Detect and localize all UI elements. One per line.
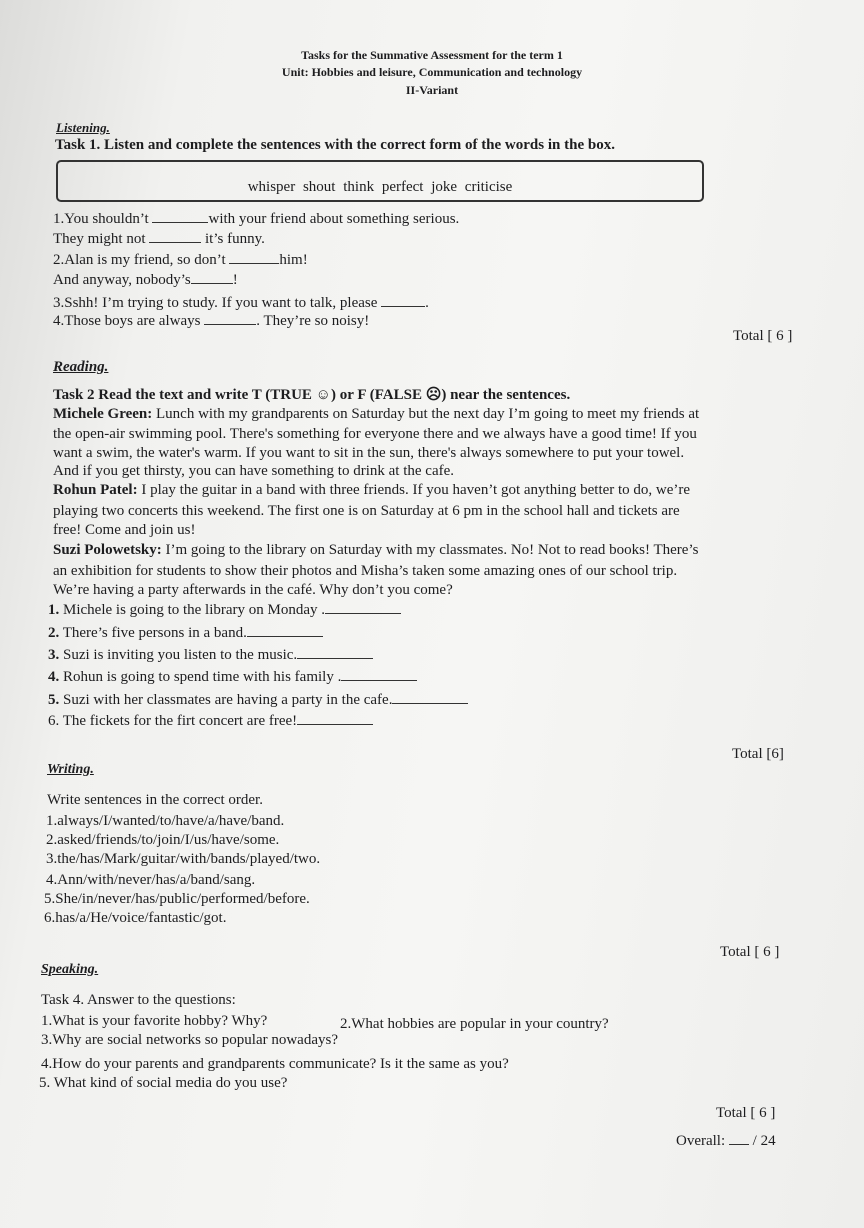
speaking-question-5: 5. What kind of social media do you use? [39, 1075, 288, 1091]
word-list [0, 179, 760, 196]
writing-item-5: 5.She/in/never/has/public/performed/before. [44, 891, 310, 907]
overall-label: Overall: [676, 1133, 726, 1149]
overall-score [676, 1132, 776, 1150]
answer-blank[interactable] [229, 251, 279, 264]
listening-sentence-1: 1.You shouldn’t with your friend about something serious. [53, 211, 460, 227]
word-shout: shout [302, 179, 336, 195]
suzi-line-3: We’re having a party afterwards in the café. Why don’t you come? [53, 582, 453, 598]
writing-item-4: 4.Ann/with/never/has/a/band/sang. [46, 872, 256, 888]
michele-line-2: the open-air swimming pool. There's something for everyone there and we always have a good time! If you [53, 426, 697, 442]
writing-item-2: 2.asked/friends/to/join/I/us/have/some. [46, 832, 280, 848]
speaking-question-1: 1.What is your favorite hobby? Why? [41, 1013, 268, 1029]
reading-question-6: 6. The fickets for the firt concert are free! [48, 712, 373, 730]
word-joke: joke [431, 179, 458, 195]
answer-blank[interactable] [381, 294, 425, 307]
listening-sentence-3: 3.Sshh! I’m trying to study. If you want to talk, please . [53, 295, 429, 311]
writing-item-1: 1.always/I/wanted/to/have/a/have/band. [46, 813, 285, 829]
rohun-line-2: playing two concerts this weekend. The first one is on Saturday at 6 pm in the school hall and tickets are [53, 503, 680, 519]
word-whisper: whisper [247, 179, 296, 195]
reading-total: Total [6] [732, 746, 784, 762]
overall-blank[interactable] [729, 1132, 749, 1145]
answer-blank[interactable] [152, 210, 208, 223]
header-unit: Unit: Hobbies and leisure, Communication and technology [281, 65, 583, 79]
answer-blank[interactable] [247, 624, 323, 637]
task2-instruction: Task 2 Read the text and write T (TRUE ☺) or F (FALSE ☹) near the sentences. [53, 387, 571, 403]
answer-blank[interactable] [297, 712, 373, 725]
michele-line-4: And if you get thirsty, you can have something to drink at the cafe. [53, 463, 455, 479]
header-variant: II-Variant [405, 83, 459, 97]
word-perfect: perfect [381, 179, 424, 195]
overall-max: / 24 [752, 1133, 776, 1149]
speaking-question-3: 3.Why are social networks so popular nowadays? [41, 1032, 338, 1048]
task4-instruction: Task 4. Answer to the questions: [41, 992, 236, 1008]
reading-question-5: 5. Suzi with her classmates are having a party in the cafe. [48, 691, 468, 709]
listening-sentence-1b: They might not it’s funny. [53, 231, 265, 247]
reading-heading: Reading. [53, 359, 109, 375]
answer-blank[interactable] [341, 668, 417, 681]
answer-blank[interactable] [392, 691, 468, 704]
task1-instruction: Task 1. Listen and complete the sentences with the correct form of the words in the box. [55, 137, 615, 153]
michele-line-1: Michele Green: Lunch with my grandparents on Saturday but the next day I’m going to meet my friends at [53, 406, 700, 422]
michele-line-3: want a swim, the water's warm. If you want to sit in the sun, there's always somewhere to put your towel. [53, 445, 685, 461]
reading-question-1: 1. Michele is going to the library on Monday . [48, 601, 401, 619]
suzi-line-1: Suzi Polowetsky: I’m going to the library on Saturday with my classmates. No! Not to read books! There’s [53, 542, 699, 558]
writing-total: Total [ 6 ] [720, 944, 780, 960]
writing-item-6: 6.has/a/He/voice/fantastic/got. [44, 910, 227, 926]
listening-sentence-2: 2.Alan is my friend, so don’t him! [53, 252, 308, 268]
answer-blank[interactable] [204, 312, 256, 325]
writing-item-3: 3.the/has/Mark/guitar/with/bands/played/two. [46, 851, 321, 867]
reading-question-2: 2. There’s five persons in a band. [48, 624, 323, 642]
header-title: Tasks for the Summative Assessment for the term 1 [301, 48, 563, 62]
listening-heading: Listening. [56, 120, 110, 135]
answer-blank[interactable] [149, 230, 201, 243]
word-criticise: criticise [464, 179, 513, 195]
reading-question-3: 3. Suzi is inviting you listen to the music. [48, 646, 373, 664]
speaking-heading: Speaking. [41, 962, 99, 977]
reading-question-4: 4. Rohun is going to spend time with his family . [48, 668, 417, 686]
listening-sentence-2b: And anyway, nobody’s ! [53, 272, 238, 288]
speaking-question-4: 4.How do your parents and grandparents communicate? Is it the same as you? [41, 1056, 509, 1072]
suzi-line-2: an exhibition for students to show their photos and Misha’s taken some amazing ones of our school trip. [53, 563, 678, 579]
speaking-question-2: 2.What hobbies are popular in your country? [340, 1016, 609, 1032]
speaking-total: Total [ 6 ] [716, 1105, 776, 1121]
writing-instruction: Write sentences in the correct order. [47, 792, 263, 808]
answer-blank[interactable] [325, 601, 401, 614]
answer-blank[interactable] [191, 271, 233, 284]
listening-total: Total [ 6 ] [733, 328, 793, 344]
writing-heading: Writing. [47, 762, 94, 777]
listening-sentence-4: 4.Those boys are always . They’re so noisy! [53, 313, 370, 329]
word-think: think [343, 179, 375, 195]
rohun-line-3: free! Come and join us! [53, 522, 196, 538]
rohun-line-1: Rohun Patel: I play the guitar in a band with three friends. If you haven’t got anything better to do, we’re [53, 482, 691, 498]
answer-blank[interactable] [297, 646, 373, 659]
